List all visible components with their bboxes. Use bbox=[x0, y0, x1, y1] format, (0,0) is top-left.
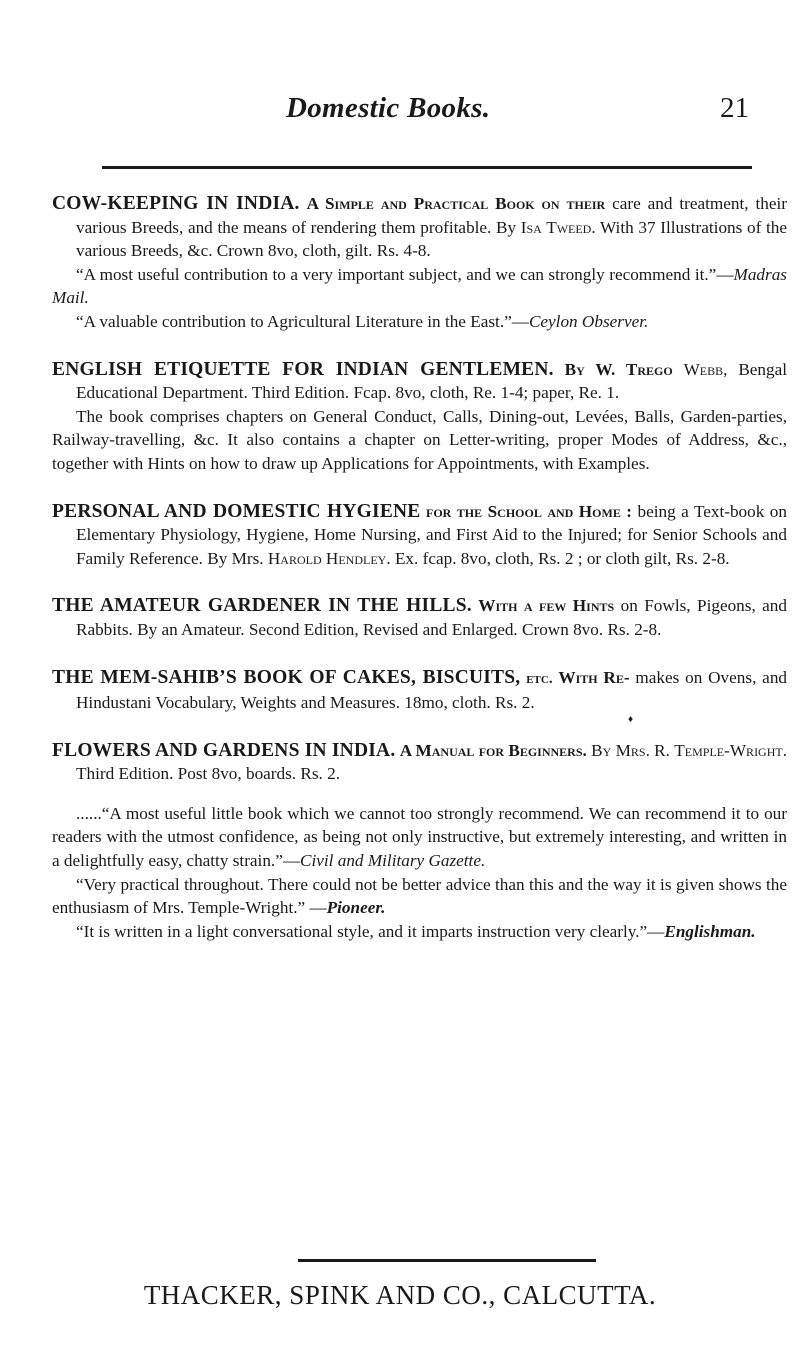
entry-subtitle: With Re- bbox=[558, 667, 630, 687]
entry-description bbox=[52, 192, 787, 263]
entry-description bbox=[52, 739, 787, 786]
entry-title: ENGLISH ETIQUETTE FOR INDIAN GENTLEMEN. bbox=[52, 358, 554, 380]
entry-author: Webb, bbox=[683, 359, 728, 379]
entry-title: THE MEM-SAHIB’S BOOK OF CAKES, BISCUITS, bbox=[52, 666, 521, 688]
running-title: Domestic Books. bbox=[286, 92, 491, 124]
entry-description bbox=[52, 594, 787, 641]
book-entry-flowers-gardens bbox=[52, 739, 787, 944]
entry-author: Harold Hendley. bbox=[267, 548, 391, 568]
entry-subtitle: With a few Hints bbox=[478, 596, 615, 616]
review-quote bbox=[52, 263, 787, 310]
review-text: “A most useful contribution to a very important subject, and we can strongly recommend it.”— bbox=[76, 264, 734, 284]
entry-details: being a Text-book on Elementary Physiology, Hygiene, Home Nursing, and First Aid to the Injured; for Senior Schools and Family Reference. By Mrs. bbox=[76, 501, 787, 568]
book-entry-mem-sahib-cakes bbox=[52, 666, 787, 715]
ornament-glyph: ♦ bbox=[628, 713, 634, 725]
entry-title: FLOWERS AND GARDENS IN INDIA. bbox=[52, 739, 396, 761]
book-entry-hygiene bbox=[52, 500, 787, 571]
entry-title-etc: etc. bbox=[526, 670, 553, 687]
book-entry-english-etiquette bbox=[52, 358, 787, 476]
review-source: Ceylon Observer. bbox=[528, 311, 649, 331]
entry-details-cont: Third Edition. Post 8vo, boards. Rs. 2. bbox=[76, 764, 341, 784]
entry-details: on Fowls, Pigeons, and Rabbits. By an Amateur. Second Edition, Revised and Enlarged. Crown 8vo. Rs. 2-8. bbox=[76, 596, 787, 639]
entry-subtitle: A Manual for Beginners. bbox=[399, 740, 587, 760]
entry-author: Isa Tweed. bbox=[520, 217, 596, 237]
review-quote bbox=[52, 873, 787, 920]
review-source: Civil and Military Gazette. bbox=[300, 851, 486, 871]
review-text: “It is written in a light conversational style, and it imparts instruction very clearly.”— bbox=[76, 921, 665, 941]
review-quote bbox=[52, 920, 787, 944]
entry-details-cont: With 37 Illustrations of the various Breeds, &c. Crown 8vo, cloth, gilt. Rs. 4-8. bbox=[76, 217, 787, 261]
review-source: Englishman. bbox=[664, 921, 756, 941]
page-number: 21 bbox=[720, 92, 749, 124]
review-text: ......“A most useful little book which we cannot too strongly recommend. We can recommend it to our readers with the utmost confidence, as being not only instructive, but extremely interesting, and written in a delightfully easy, chatty strain.”— bbox=[52, 803, 787, 871]
entry-title: PERSONAL AND DOMESTIC HYGIENE bbox=[52, 500, 421, 522]
review-source: Pioneer. bbox=[326, 898, 386, 918]
entry-details: By Mrs. R. bbox=[591, 740, 670, 760]
publisher-imprint: THACKER, SPINK AND CO., CALCUTTA. bbox=[143, 1280, 657, 1310]
review-text: “A valuable contribution to Agricultural Literature in the East.”— bbox=[76, 311, 529, 331]
entry-description bbox=[52, 358, 787, 405]
entry-title: COW-KEEPING IN INDIA. bbox=[52, 193, 300, 214]
review-quote bbox=[52, 310, 787, 334]
entry-subtitle: for the School and Home : bbox=[426, 501, 633, 521]
book-entry-amateur-gardener bbox=[52, 594, 787, 641]
review-source: Madras Mail. bbox=[52, 264, 787, 308]
book-entry-cow-keeping bbox=[52, 192, 787, 334]
review-text: “Very practical throughout. There could not be better advice than this and the way it is given shows the enthusiasm of Mrs. Temple-Wright.” — bbox=[52, 874, 787, 918]
header-rule bbox=[102, 166, 752, 169]
entry-title: THE AMATEUR GARDENER IN THE HILLS. bbox=[52, 595, 472, 617]
entry-details: Bengal Educational Department. Third Edition. Fcap. 8vo, cloth, Re. 1-4; paper, Re. 1. bbox=[76, 359, 788, 403]
entry-details-cont: Ex. fcap. 8vo, cloth, Rs. 2 ; or cloth gilt, Rs. 2-8. bbox=[394, 548, 730, 568]
entry-author-lead: By W. Trego bbox=[564, 359, 673, 379]
entry-subtitle: A Simple and Practical Book on their bbox=[306, 194, 606, 213]
entry-body: The book comprises chapters on General Conduct, Calls, Dining-out, Levées, Balls, Garden-parties, Railway-travelling, &c. It also contains a chapter on Letter-writing, proper Modes of Address, &c., together with Hints on how to draw up Applications for Appointments, with Examples. bbox=[52, 406, 787, 473]
ornament-diamond bbox=[52, 715, 787, 729]
entry-details: care and treatment, their various Breeds, and the means of rendering them profitable. By bbox=[76, 194, 788, 237]
review-quote bbox=[52, 802, 787, 873]
page-header bbox=[0, 92, 800, 132]
book-entries bbox=[52, 192, 787, 943]
entry-description bbox=[52, 500, 787, 571]
entry-author: Temple-Wright. bbox=[674, 740, 788, 760]
footer-rule bbox=[298, 1259, 596, 1262]
entry-description bbox=[52, 666, 787, 715]
entry-details: makes on Ovens, and Hindustani Vocabulary, Weights and Measures. 18mo, cloth. Rs. 2. bbox=[76, 667, 788, 713]
